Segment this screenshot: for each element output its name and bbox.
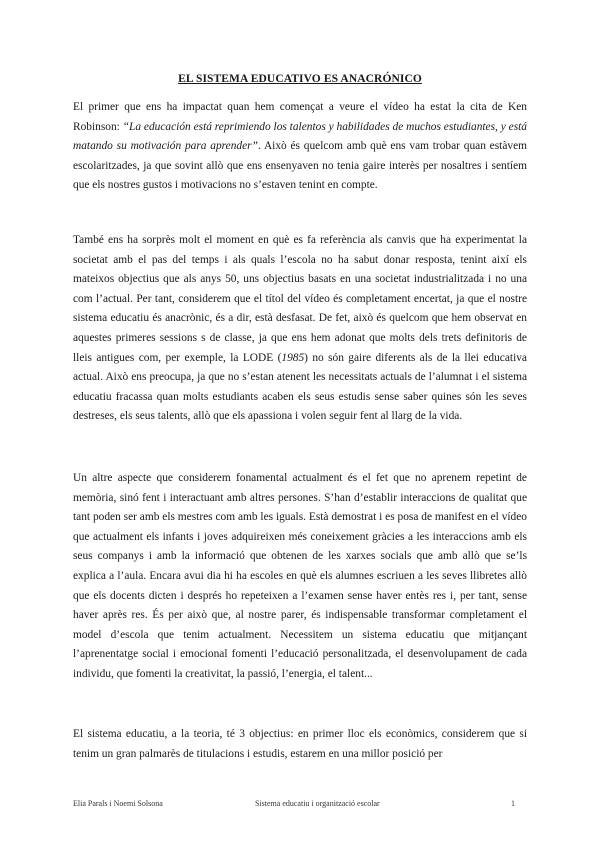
paragraph-1: [73, 98, 527, 196]
lode-year: 1985: [281, 351, 305, 364]
footer-page-number: 1: [511, 799, 515, 808]
footer-authors: Elia Parals i Noemi Solsona: [73, 799, 163, 808]
footer-course: Sistema educatiu i organització escolar: [255, 799, 380, 808]
paragraph-3: Un altre aspecte que considerem fonamental actualment és el fet que no aprenem repetint de memòria, sinó fent i interactuant amb altres persones. S’han d’establir interaccions de qualitat que tant poden ser amb els mestres com amb les iguals. Està demostrat i es posa de manifest en el vídeo que actualment els infants i joves adquireixen més coneixement gràcies a les interaccions amb els seus companys i amb la informació que obtenen de les xarxes socials que amb allò que se’ls explica a l’aula. Encara avui dia hi ha escoles en què els alumnes escriuen a les seves llibretes allò que els docents dicten i després ho repeteixen a l’examen sense haver entès res i, per tant, sense haver après res. És per això que, al nostre parer, és indispensable transformar completament el model d’escola que tenim actualment. Necessitem un sistema educatiu que mitjançant l’aprenentatge social i emocional fomenti l’educació personalitzada, el desenvolupament de cada individu, que fomenti la creativitat, la passió, l’energia, el talent...: [73, 472, 527, 680]
paragraph-2: [73, 231, 527, 427]
paragraph-4: El sistema educatiu, a la teoria, té 3 objectius: en primer lloc els econòmics, considerem que si tenim un gran palmarès de titulacions i estudis, estarem en una millor posició per: [73, 728, 527, 760]
document-title: EL SISTEMA EDUCATIVO ES ANACRÓNICO: [178, 73, 422, 85]
paragraph-1-text-start: El primer que ens ha impactat quan hem començat a veure el vídeo ha estat la cita de Ken Robinson:: [73, 101, 527, 133]
paragraph-2-text-end: ) no són gaire diferents als de la llei educativa actual. Això ens preocupa, ja que no s’estan atenent les necessitats actuals de l’alumnat i el sistema educatiu fracassa quan molts estudiants acaben els seus estudis sense saber quines són les seves destreses, els seus talents, allò que els apassiona i volen seguir fent al llarg de la vida.: [73, 351, 527, 423]
robinson-quote: “La educación está reprimiendo los talentos y habilidades de muchos estudiantes, y está matando su motivación para aprender”: [73, 120, 528, 153]
paragraph-1-text-end: . Això és quelcom amb què ens vam trobar quan estàvem escolaritzades, ja que sovint allò que ens ensenyaven no tenia gaire interès per nosaltres i sentíem que els nostres gustos i motivacions no s’estaven tenint en compte.: [73, 140, 527, 192]
paragraph-2-text-start: També ens ha sorprès molt el moment en què es fa referència als canvis que ha experimentat la societat amb el pas del temps i als quals l’escola no ha sabut donar resposta, tenint així els mateixos objectius que als anys 50, uns objectius basats en una societat industrialitzada i no una com l’actual. Per tant, considerem que el títol del vídeo és completament encertat, ja que el nostre sistema educatiu és anacrònic, és a dir, està desfasat. De fet, això és quelcom que hem observat en aquestes primeres sessions s de classe, ja que ens hem adonat que molts dels trets definitoris de lleis antigues com, per exemple, la LODE (: [73, 234, 527, 364]
